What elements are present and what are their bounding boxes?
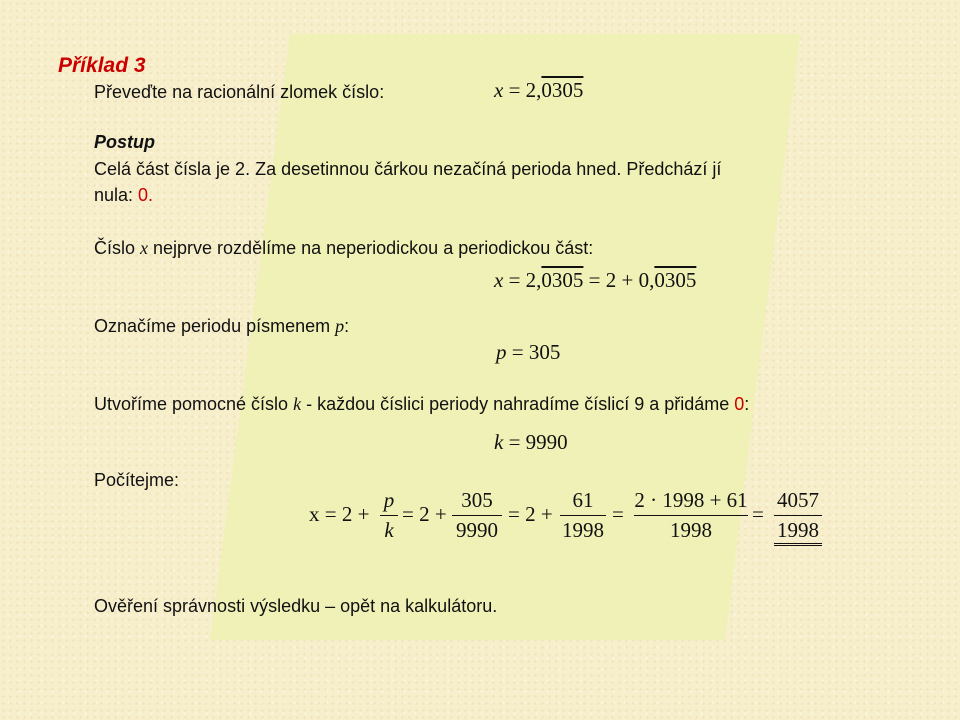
compute-lhs: x = 2 + — [309, 502, 370, 526]
fraction-expanded: 2 · 1998 + 61 1998 — [634, 488, 748, 542]
task-equation: x = 2,0305 — [494, 78, 584, 102]
period-text: Označíme periodu písmenem p: — [94, 316, 350, 336]
compute-op4: = — [752, 502, 764, 526]
verify-text: Ověření správnosti výsledku – opět na kalkulátoru. — [94, 596, 498, 616]
task-text: Převeďte na racionální zlomek číslo: — [94, 82, 385, 102]
example-title: Příklad 3 — [58, 54, 146, 77]
compute-label: Počítejme: — [94, 470, 180, 490]
fraction-result: 4057 1998 — [774, 488, 822, 546]
compute-op2: = 2 + — [508, 502, 553, 526]
postup-line1: Celá část čísla je 2. Za desetinnou čárkou nezačíná perioda hned. Předchází jí — [94, 159, 722, 179]
postup-heading: Postup — [94, 132, 155, 152]
helper-text: Utvoříme pomocné číslo k - každou číslici periody nahradíme číslicí 9 a přidáme 0: — [94, 394, 750, 414]
period-equation: p = 305 — [496, 340, 561, 364]
compute-op3: = — [612, 502, 624, 526]
fraction-305-over-9990: 305 9990 — [452, 488, 502, 543]
compute-op1: = 2 + — [402, 502, 447, 526]
postup-line2: nula: 0. — [94, 185, 154, 205]
split-text: Číslo x nejprve rozdělíme na neperiodickou a periodickou část: — [94, 238, 594, 258]
fraction-61-over-1998: 61 1998 — [562, 488, 604, 542]
helper-equation: k = 9990 — [494, 430, 568, 454]
split-equation: x = 2,0305 = 2 + 0,0305 — [494, 268, 697, 292]
fraction-p-over-k: p k — [380, 488, 398, 543]
